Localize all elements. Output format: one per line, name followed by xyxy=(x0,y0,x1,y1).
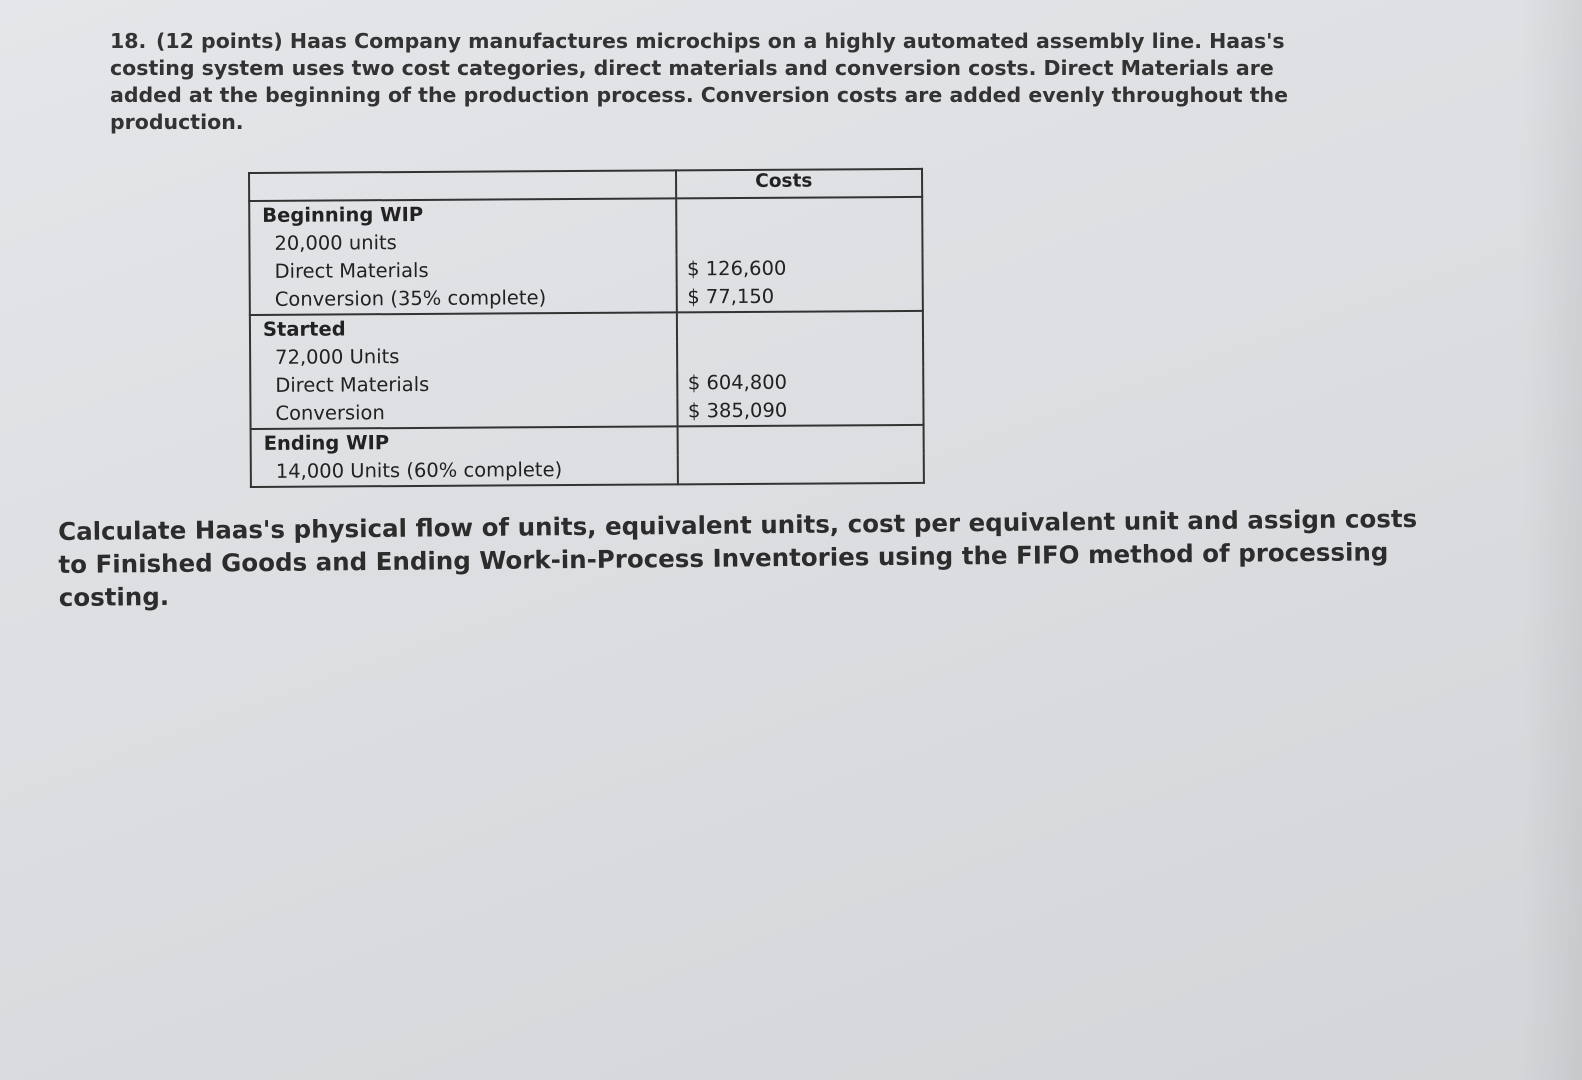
table-row xyxy=(249,226,922,258)
units-label: 72,000 Units xyxy=(250,341,677,372)
table-row xyxy=(250,282,923,315)
page-edge-shadow xyxy=(1522,0,1582,1080)
table-row xyxy=(251,425,924,458)
conversion-label: Conversion (35% complete) xyxy=(250,283,677,315)
started-section xyxy=(250,311,924,429)
section-title: Started xyxy=(250,312,677,344)
question-body: (12 points) Haas Company manufactures microchips on a highly automated assembly line. Haas's costing system uses two cost categories, direct materials and conversion costs. Direct Materials are added at the beginning of the production process. Conversion costs are added evenly throughout the production. xyxy=(110,29,1289,134)
conversion-label: Conversion xyxy=(250,397,677,429)
empty-cost-cell xyxy=(676,311,923,342)
empty-cost-cell xyxy=(677,454,924,485)
question-number: 18. xyxy=(110,29,147,53)
conversion-cost: $ 385,090 xyxy=(677,396,924,427)
section-title: Ending WIP xyxy=(251,426,678,458)
table-header-row xyxy=(249,169,922,201)
ending-wip-section xyxy=(251,425,924,487)
conversion-cost: $ 77,150 xyxy=(676,282,923,313)
cost-table xyxy=(248,168,925,488)
table-row xyxy=(250,396,923,429)
direct-materials-cost: $ 126,600 xyxy=(676,254,923,284)
direct-materials-cost: $ 604,800 xyxy=(677,368,924,398)
units-label: 20,000 units xyxy=(249,227,676,258)
empty-cost-cell xyxy=(676,226,923,256)
question-text xyxy=(110,28,1340,136)
instruction-text: Calculate Haas's physical flow of units, equivalent units, cost per equivalent unit and assign costs to Finished Goods and Ending Work-in-Process Inventories using the FIFO method of processing costing. xyxy=(58,503,1418,612)
empty-cost-cell xyxy=(677,340,924,370)
empty-cost-cell xyxy=(677,425,924,456)
table-row xyxy=(251,454,924,487)
units-label: 14,000 Units (60% complete) xyxy=(251,455,678,487)
beginning-wip-section xyxy=(249,197,923,315)
table-row xyxy=(250,368,923,400)
direct-materials-label: Direct Materials xyxy=(250,369,677,400)
table-row xyxy=(250,254,923,286)
table-row xyxy=(250,340,923,372)
empty-cost-cell xyxy=(676,197,923,228)
direct-materials-label: Direct Materials xyxy=(250,255,677,286)
table-row xyxy=(249,197,922,230)
header-label-cell xyxy=(249,170,676,201)
table-row xyxy=(250,311,923,344)
section-title: Beginning WIP xyxy=(249,198,676,230)
header-costs-cell: Costs xyxy=(676,169,923,199)
cost-table-wrapper xyxy=(248,168,925,488)
